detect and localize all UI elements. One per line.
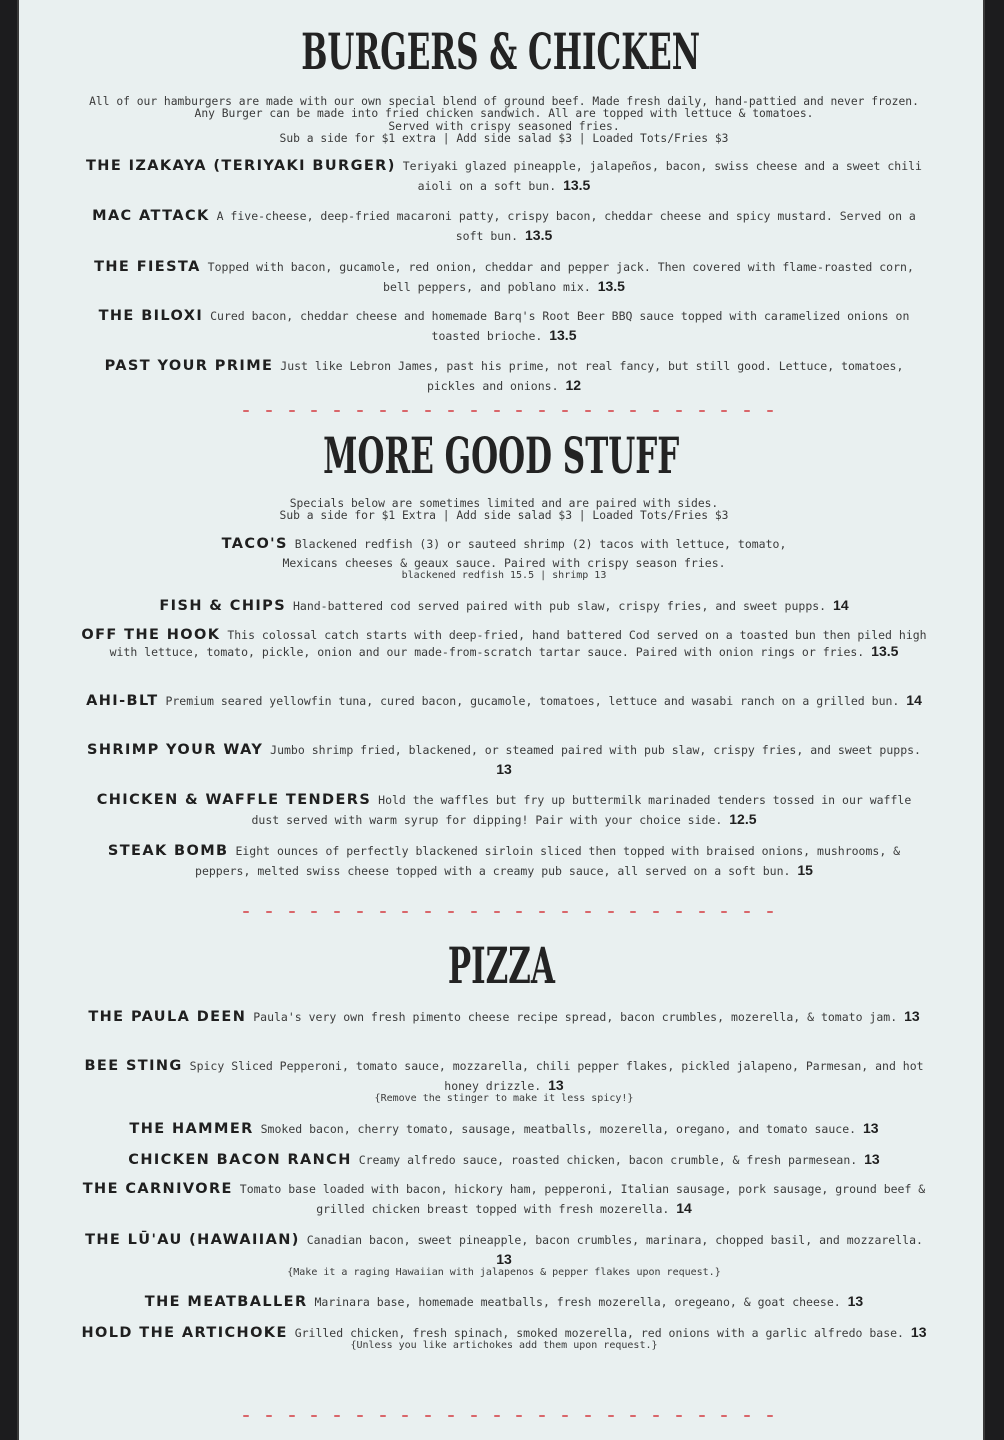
item-name: TACO'S bbox=[221, 536, 288, 552]
item-note: {Unless you like artichokes add them upon request.} bbox=[350, 1340, 658, 1351]
item-price: 13.5 bbox=[563, 177, 591, 193]
menu-page bbox=[19, 0, 983, 1440]
item-price: 13 bbox=[910, 1324, 927, 1340]
menu-item bbox=[81, 157, 927, 196]
menu-item bbox=[81, 307, 927, 346]
item-name: THE LŪ'AU (HAWAIIAN) bbox=[85, 1232, 300, 1248]
burgers-intro-fries: Served with crispy seasoned fries. bbox=[388, 119, 620, 133]
item-description: Paula's very own fresh pimento cheese recipe spread, bacon crumbles, mozerella, & tomato jam. bbox=[253, 1010, 898, 1024]
menu-item bbox=[81, 791, 927, 830]
menu-item bbox=[81, 842, 927, 881]
item-description: Teriyaki glazed pineapple, jalapeños, bacon, swiss cheese and a sweet chili aioli on a soft bun. bbox=[402, 159, 922, 193]
section-title-burgers: BURGERS & CHICKEN bbox=[301, 22, 701, 81]
item-price: 13 bbox=[864, 1151, 880, 1167]
menu-item bbox=[199, 535, 809, 582]
item-name: THE HAMMER bbox=[129, 1121, 254, 1137]
menu-item bbox=[81, 1292, 927, 1312]
menu-item bbox=[81, 1007, 927, 1027]
item-price: 13.5 bbox=[597, 278, 625, 294]
item-description: Grilled chicken, fresh spinach, smoked mozerella, red onions with a garlic alfredo base. bbox=[294, 1326, 904, 1340]
item-name: OFF THE HOOK bbox=[81, 627, 221, 643]
section-title-pizza: PIZZA bbox=[447, 936, 555, 995]
item-name: SHRIMP YOUR WAY bbox=[87, 742, 264, 758]
item-description: A five-cheese, deep-fried macaroni patty, crispy bacon, cheddar cheese and spicy mustard. Served on a soft bun. bbox=[216, 209, 916, 243]
item-description: Premium seared yellowfin tuna, cured bacon, gucamole, tomatoes, lettuce and wasabi ranch on a grilled bun. bbox=[165, 694, 900, 708]
item-name: THE BILOXI bbox=[98, 308, 204, 324]
item-description: Smoked bacon, cherry tomato, sausage, meatballs, mozerella, oregano, and tomato sauce. bbox=[260, 1122, 857, 1136]
item-name: MAC ATTACK bbox=[92, 208, 210, 224]
item-name: AHI-BLT bbox=[86, 693, 159, 709]
item-price: 14 bbox=[676, 1200, 692, 1216]
item-price: 12.5 bbox=[729, 811, 757, 827]
section-divider bbox=[243, 408, 773, 414]
section-title-more-good-stuff: MORE GOOD STUFF bbox=[322, 426, 680, 485]
item-description: Jumbo shrimp fried, blackened, or steamed paired with pub slaw, crispy fries, and sweet pupps. bbox=[270, 743, 921, 757]
burgers-intro-sides: Sub a side for $1 extra | Add side salad $3 | Loaded Tots/Fries $3 bbox=[279, 131, 729, 145]
item-description: Canadian bacon, sweet pineapple, bacon crumbles, marinara, chopped basil, and mozzarella. bbox=[306, 1233, 923, 1247]
item-price: 15 bbox=[797, 862, 813, 878]
menu-item bbox=[81, 596, 927, 616]
item-price: 13 bbox=[863, 1120, 879, 1136]
item-name: HOLD THE ARTICHOKE bbox=[81, 1325, 288, 1341]
item-price: 13 bbox=[847, 1293, 864, 1309]
menu-item bbox=[81, 691, 927, 711]
item-name: THE PAULA DEEN bbox=[88, 1009, 247, 1025]
item-name: THE CARNIVORE bbox=[82, 1181, 233, 1197]
item-price: 13.5 bbox=[525, 227, 553, 243]
item-price: 13.5 bbox=[871, 643, 899, 659]
item-description: Marinara base, homemade meatballs, fresh mozerella, oregeano, & goat cheese. bbox=[314, 1295, 841, 1309]
item-note: {Remove the stinger to make it less spicy!} bbox=[374, 1093, 634, 1104]
menu-item bbox=[81, 1150, 927, 1170]
item-description: Cured bacon, cheddar cheese and homemade Barq's Root Beer BBQ sauce topped with caramelized onions on toasted brioche. bbox=[210, 309, 910, 343]
item-name: CHICKEN & WAFFLE TENDERS bbox=[96, 792, 372, 808]
item-price: 12 bbox=[565, 377, 582, 393]
item-name: THE MEATBALLER bbox=[144, 1294, 308, 1310]
item-name: THE IZAKAYA (TERIYAKI BURGER) bbox=[86, 158, 396, 174]
section-divider bbox=[243, 1413, 773, 1419]
burgers-intro bbox=[79, 96, 929, 145]
item-name: PAST YOUR PRIME bbox=[104, 358, 274, 374]
item-price: 14 bbox=[833, 597, 849, 613]
menu-item bbox=[81, 258, 927, 297]
menu-item bbox=[81, 1057, 927, 1105]
menu-item bbox=[81, 741, 927, 780]
menu-item bbox=[81, 1119, 927, 1139]
item-price: 13 bbox=[904, 1008, 920, 1024]
menu-item bbox=[81, 1180, 927, 1219]
item-price: 13 bbox=[548, 1077, 564, 1093]
item-price: 13.5 bbox=[549, 327, 577, 343]
item-description: Creamy alfredo sauce, roasted chicken, bacon crumble, & fresh parmesean. bbox=[358, 1153, 858, 1167]
item-name: FISH & CHIPS bbox=[159, 598, 287, 614]
item-price: 13 bbox=[496, 1251, 512, 1267]
item-description: Eight ounces of perfectly blackened sirloin sliced then topped with braised onions, mushrooms, & peppers, melted swiss cheese topped with a creamy pub sauce, all served on a soft bun. bbox=[195, 844, 901, 878]
more-intro-sides: Sub a side for $1 Extra | Add side salad $3 | Loaded Tots/Fries $3 bbox=[279, 509, 729, 523]
section-divider bbox=[243, 909, 773, 915]
menu-item bbox=[81, 207, 927, 246]
item-description: Topped with bacon, gucamole, red onion, cheddar and pepper jack. Then covered with flame-roasted corn, bell peppers, and poblano mix. bbox=[207, 260, 914, 294]
item-description: Hand-battered cod served paired with pub slaw, crispy fries, and sweet pupps. bbox=[292, 599, 827, 613]
item-price-note: blackened redfish 15.5 | shrimp 13 bbox=[401, 570, 607, 581]
item-description: Spicy Sliced Pepperoni, tomato sauce, mozzarella, chili pepper flakes, pickled jalapeno, Parmesan, and hot honey drizzle. bbox=[189, 1059, 924, 1093]
item-description: Hold the waffles but fry up buttermilk marinaded tenders tossed in our waffle dust served with warm syrup for dipping! Pair with your choice side. bbox=[251, 793, 912, 827]
item-name: THE FIESTA bbox=[94, 259, 201, 275]
item-description: Tomato base loaded with bacon, hickory ham, pepperoni, Italian sausage, pork sausage, ground beef & grilled chicken breast topped with fresh mozerella. bbox=[239, 1182, 926, 1216]
item-description: Just like Lebron James, past his prime, not real fancy, but still good. Lettuce, tomatoes, pickles and onions. bbox=[280, 359, 904, 393]
item-note: {Make it a raging Hawaiian with jalapenos & pepper flakes upon request.} bbox=[287, 1267, 721, 1278]
menu-item bbox=[81, 1323, 927, 1352]
item-name: BEE STING bbox=[84, 1058, 183, 1074]
more-intro-specials: Specials below are sometimes limited and are paired with sides. bbox=[289, 497, 719, 510]
item-description: This colossal catch starts with deep-fried, hand battered Cod served on a toasted bun then piled high with lettuce, tomato, pickle, onion and our made-from-scratch tartar sauce. Paired with onion rings or fries. bbox=[109, 628, 927, 659]
menu-item bbox=[81, 627, 927, 660]
item-name: CHICKEN BACON RANCH bbox=[128, 1152, 352, 1168]
menu-item bbox=[81, 1231, 927, 1279]
item-price: 14 bbox=[906, 692, 922, 708]
item-name: STEAK BOMB bbox=[107, 843, 229, 859]
item-description: Blackened redfish (3) or sauteed shrimp (2) tacos with lettuce, tomato, Mexicans cheeses & geaux sauce. Paired with crispy season fries. bbox=[282, 537, 787, 570]
item-price: 13 bbox=[496, 761, 512, 777]
menu-item bbox=[81, 357, 927, 396]
burgers-intro-text: All of our hamburgers are made with our own special blend of ground beef. Made fresh daily, hand-pattied and never frozen. Any Burger can be made into fried chicken sandwich. All are topped with lettuce & tomatoes. bbox=[89, 95, 919, 121]
more-intro bbox=[79, 498, 929, 523]
